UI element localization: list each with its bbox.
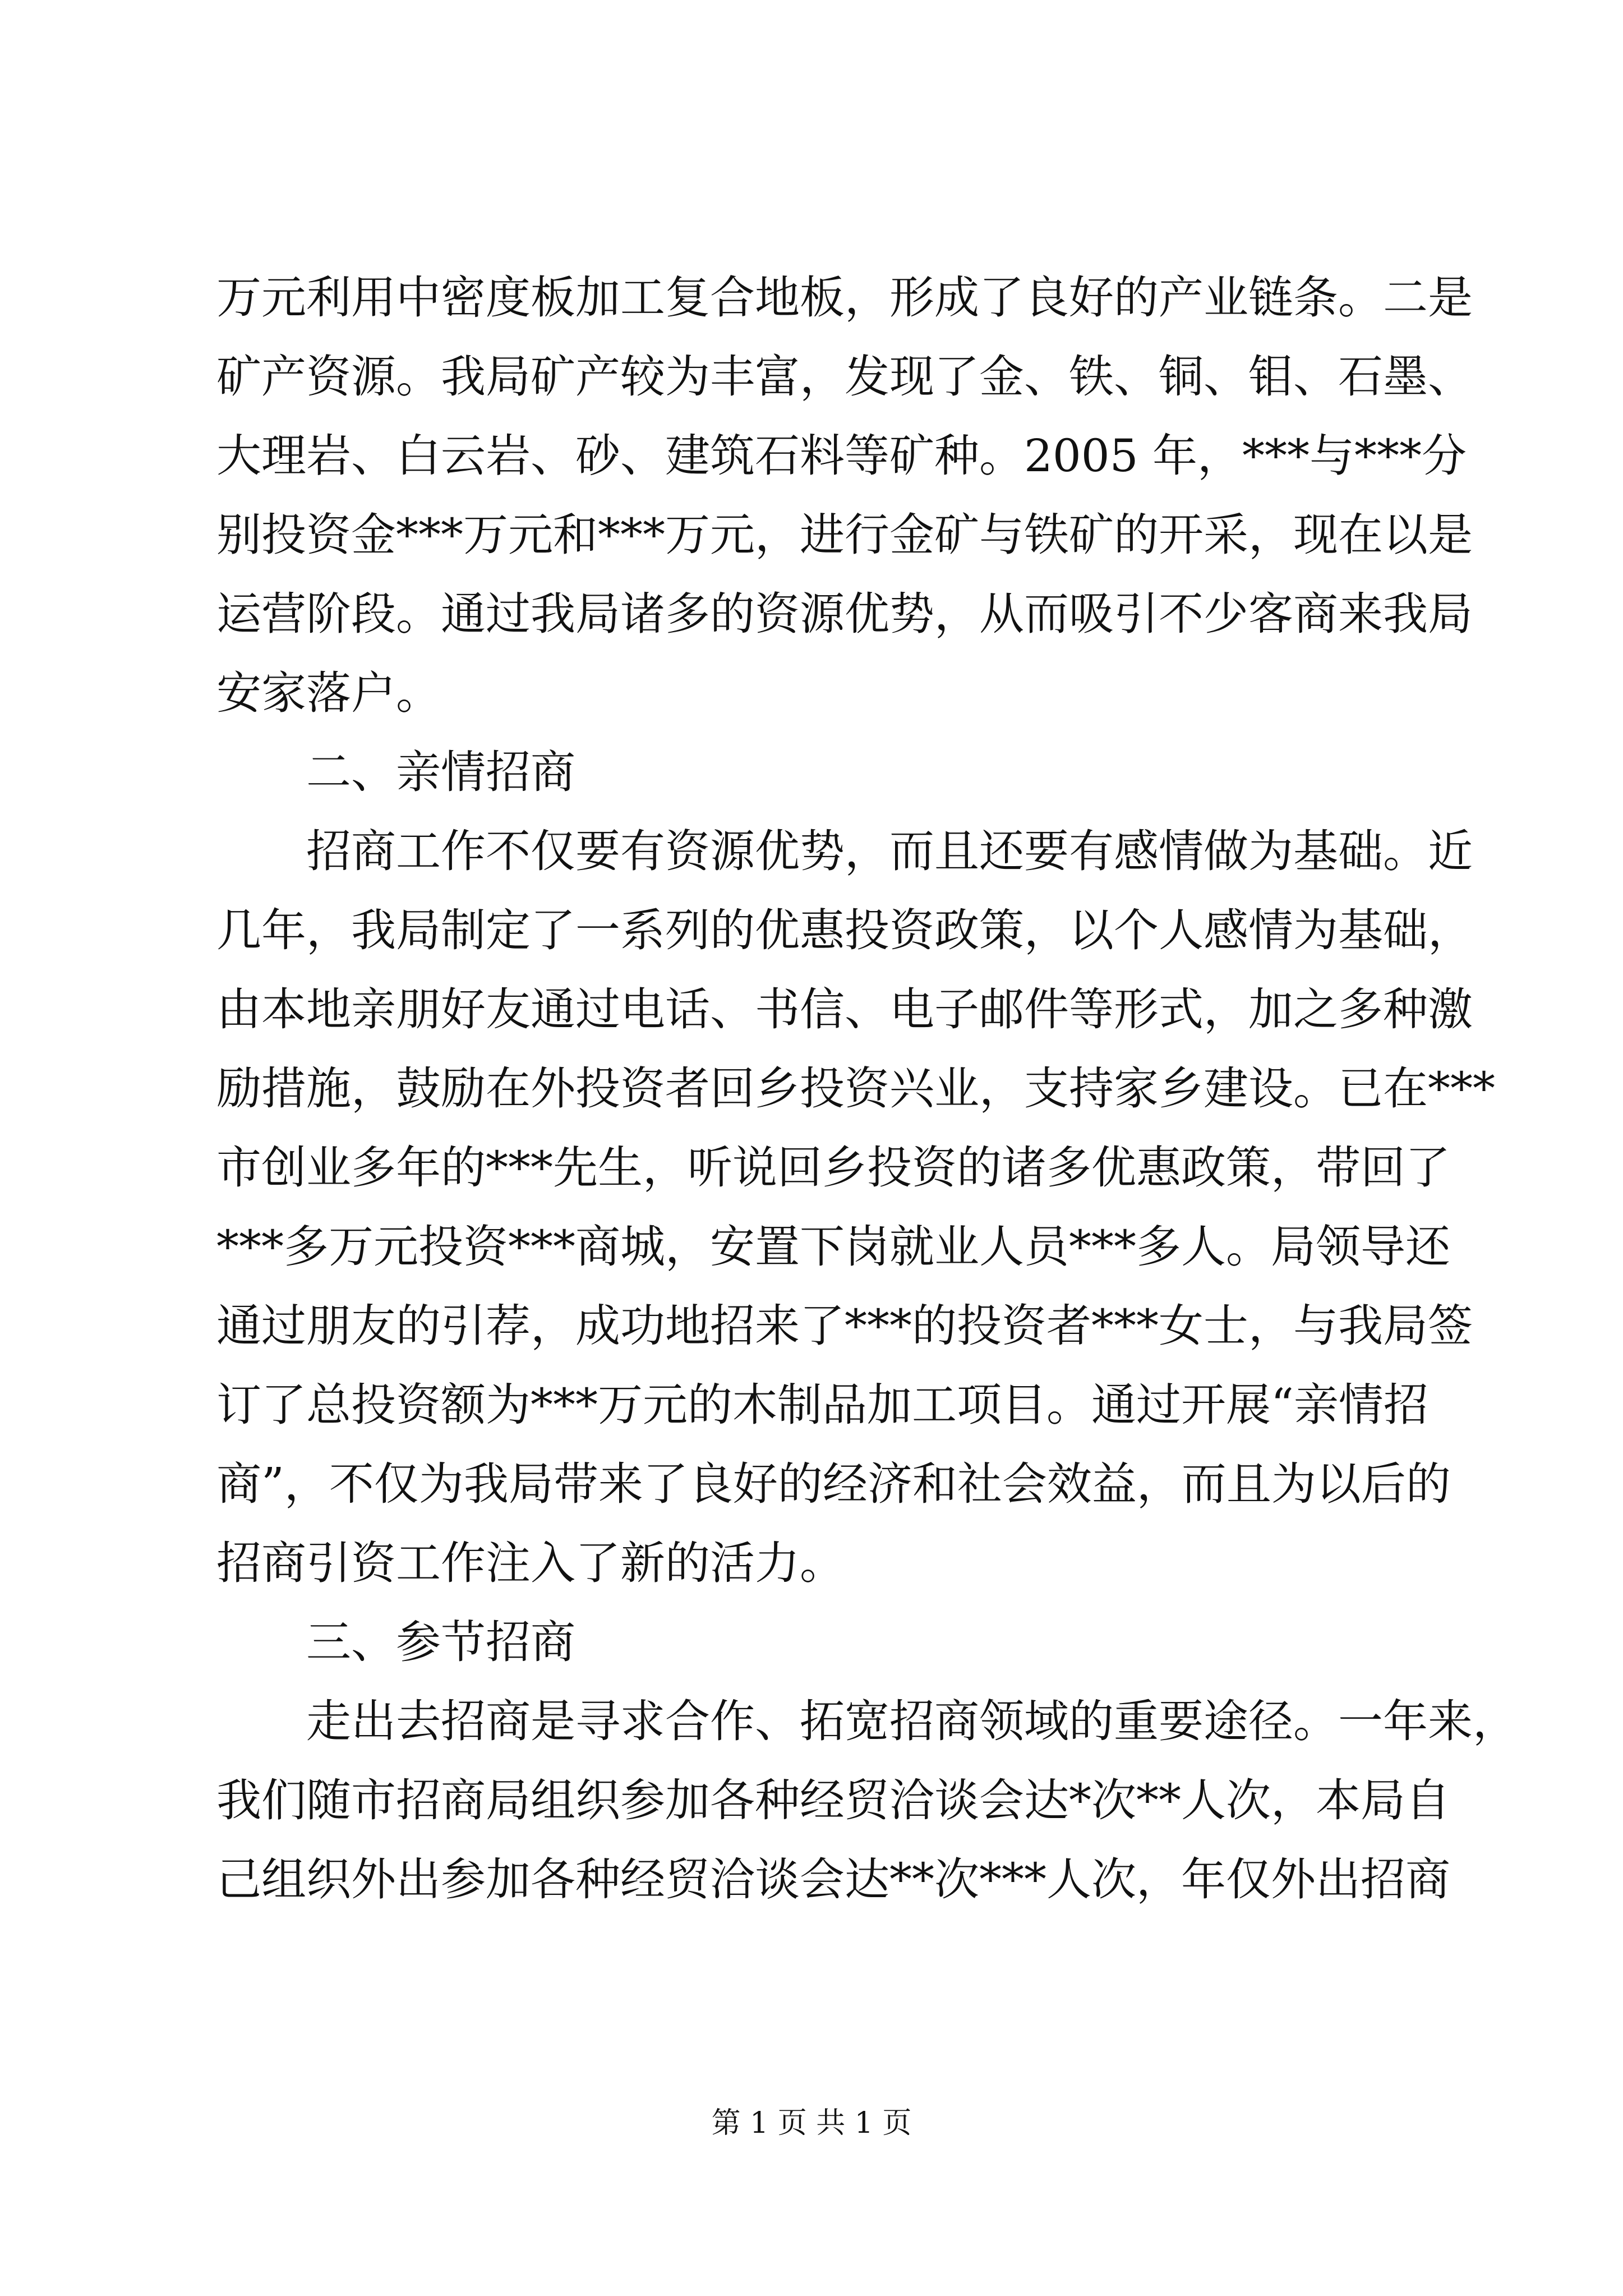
text-line: 招商引资工作注入了新的活力。 [216,1537,845,1589]
section-heading: 二、亲情招商 [306,746,575,798]
text-line: 矿产资源。我局矿产较为丰富，发现了金、铁、铜、钼、石墨、 [216,351,1473,403]
text-line: 我们随市招商局组织参加各种经贸洽谈会达*次**人次，本局自 [216,1774,1450,1826]
text-line: 大理岩、白云岩、砂、建筑石料等矿种。2005 年，***与***分 [216,430,1467,482]
paragraph-first-line: 招商工作不仅要有资源优势，而且还要有感情做为基础。近 [306,825,1473,877]
section-heading: 三、参节招商 [306,1616,575,1668]
page-footer [0,2101,1623,2146]
text-line: 别投资金***万元和***万元，进行金矿与铁矿的开采，现在以是 [216,509,1473,561]
document-body [216,258,1518,1919]
text-line: 商”，不仅为我局带来了良好的经济和社会效益，而且为以后的 [216,1458,1451,1510]
text-line: 通过朋友的引荐，成功地招来了***的投资者***女士，与我局签 [216,1300,1473,1352]
text-line: 几年，我局制定了一系列的优惠投资政策，以个人感情为基础， [216,904,1473,956]
text-line: 市创业多年的***先生，听说回乡投资的诸多优惠政策，带回了 [216,1142,1450,1194]
text-line: 由本地亲朋好友通过电话、书信、电子邮件等形式，加之多种激 [216,983,1473,1036]
text-line: ***多万元投资***商城，安置下岗就业人员***多人。局领导还 [216,1221,1450,1273]
text-line: 安家落户。 [216,667,441,719]
text-line: 己组织外出参加各种经贸洽谈会达**次***人次，年仅外出招商 [216,1853,1450,1906]
paragraph-first-line: 走出去招商是寻求合作、拓宽招商领域的重要途径。一年来， [306,1695,1518,1747]
page-number-label: 第 1 页 共 1 页 [711,2106,912,2140]
text-line: 运营阶段。通过我局诸多的资源优势，从而吸引不少客商来我局 [216,588,1473,640]
text-line: 励措施，鼓励在外投资者回乡投资兴业，支持家乡建设。已在*** [216,1062,1495,1115]
text-line: 订了总投资额为***万元的木制品加工项目。通过开展“亲情招 [216,1379,1428,1431]
text-line: 万元利用中密度板加工复合地板，形成了良好的产业链条。二是 [216,272,1473,324]
